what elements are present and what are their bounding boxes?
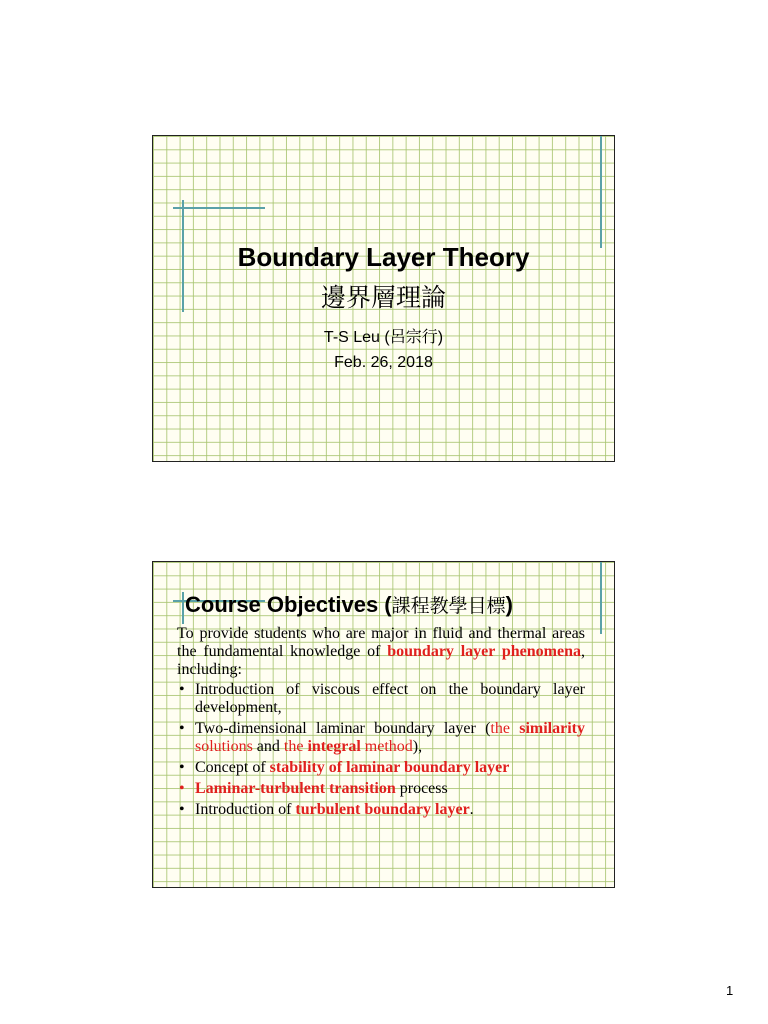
item-red: the: [490, 720, 520, 737]
date: Feb. 26, 2018: [334, 354, 433, 371]
item-text: Concept of: [195, 759, 270, 776]
objective-list: [177, 681, 585, 819]
slide-body: [177, 625, 585, 822]
item-red: the: [283, 738, 308, 755]
item-text: Two-dimensional laminar boundary layer (: [195, 720, 491, 737]
intro-text: To provide students who are major in fluid and thermal areas the fundamental knowledge of: [177, 625, 585, 660]
slide-title-chinese: 邊界層理論: [320, 283, 446, 312]
item-emphasis: similarity: [519, 720, 585, 737]
title-text: Course Objectives (: [185, 592, 392, 617]
item-text: Introduction of viscous effect on the boundary layer development,: [195, 681, 585, 716]
list-item: [177, 801, 585, 819]
item-emphasis: stability of laminar boundary layer: [269, 759, 510, 776]
item-text: Introduction of: [195, 801, 296, 818]
intro-emphasis: boundary layer phenomena: [387, 643, 582, 660]
intro-text-end: , including:: [177, 643, 586, 678]
list-item: [177, 780, 585, 798]
list-item: [177, 759, 585, 777]
objectives-slide: [152, 561, 615, 888]
item-text: ),: [412, 738, 423, 755]
item-text: and: [252, 738, 284, 755]
list-item: [177, 720, 585, 756]
accent-line-horizontal: [173, 207, 265, 209]
title-close: ): [505, 592, 513, 617]
list-item: [177, 681, 585, 717]
item-emphasis: Laminar-turbulent transition: [195, 780, 396, 797]
item-red: solutions: [195, 738, 253, 755]
page-number: 1: [726, 983, 734, 998]
slide-title: Boundary Layer Theory: [237, 242, 530, 272]
item-emphasis: turbulent boundary layer: [295, 801, 470, 818]
author: T-S Leu (呂宗行): [323, 329, 444, 346]
accent-line-right: [600, 562, 602, 634]
item-emphasis: integral: [307, 738, 361, 755]
slide-title: [185, 591, 513, 618]
item-red: method: [360, 738, 413, 755]
item-text: process: [395, 780, 448, 797]
title-chinese: 課程教學目標: [391, 595, 506, 617]
item-text: .: [469, 801, 474, 818]
title-slide: [152, 135, 615, 462]
accent-line-right: [600, 136, 602, 248]
accent-line-left: [182, 592, 184, 624]
intro-paragraph: [177, 625, 585, 679]
